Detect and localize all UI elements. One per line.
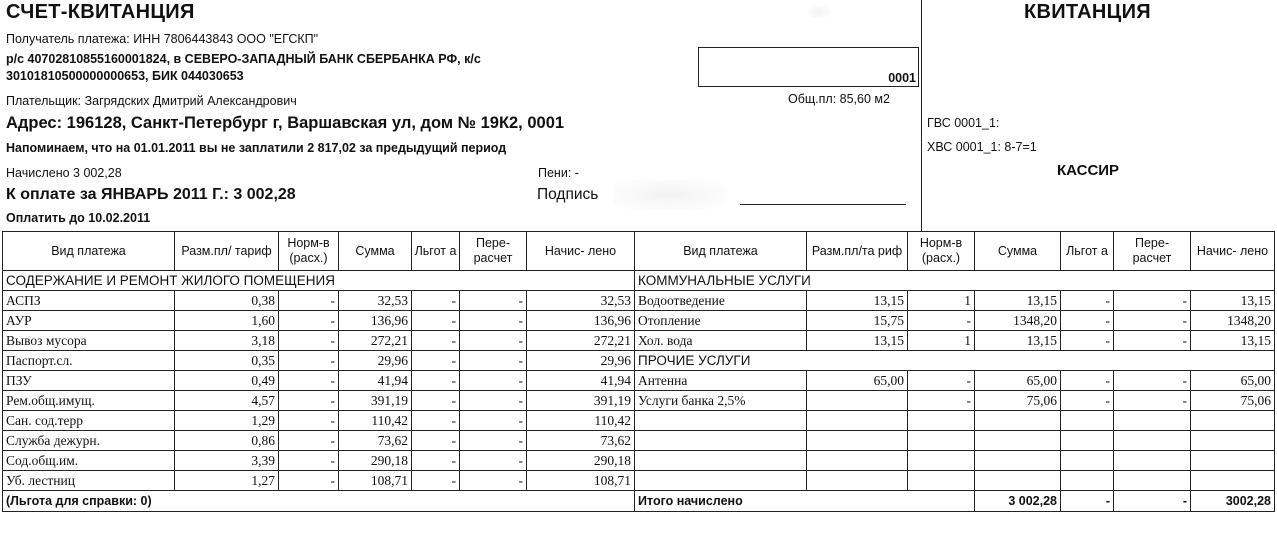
cell-benefit: - <box>1061 371 1114 391</box>
cell-rate: 3,18 <box>175 331 279 351</box>
cell-norm: - <box>279 471 339 491</box>
cell-accrued: 75,06 <box>1191 391 1275 411</box>
header-cell: Пере- расчет <box>460 232 527 271</box>
cell-rate: 13,15 <box>807 291 908 311</box>
total-area: Общ.пл: 85,60 м2 <box>788 92 890 106</box>
header-cell: Сумма <box>339 232 412 271</box>
penalty-amount: Пени: - <box>538 166 579 180</box>
cell-recalc: - <box>460 451 527 471</box>
cell-rate: 0,35 <box>175 351 279 371</box>
empty-cell <box>908 411 975 431</box>
cell-norm: - <box>279 431 339 451</box>
table-row <box>3 331 1275 351</box>
cashier-label: КАССИР <box>1057 162 1120 179</box>
table-row <box>3 351 1275 371</box>
cell-recalc: - <box>460 351 527 371</box>
header-cell: Льгот а <box>412 232 460 271</box>
cell-norm: 1 <box>908 291 975 311</box>
cell-recalc: - <box>1114 391 1191 411</box>
cell-norm: - <box>279 411 339 431</box>
cell-name: Служба дежурн. <box>3 431 175 451</box>
cell-name: АСПЗ <box>3 291 175 311</box>
header-cell: Начис- лено <box>1191 232 1275 271</box>
section-row <box>3 271 1275 291</box>
cell-name: Сод.общ.им. <box>3 451 175 471</box>
account-box <box>698 47 919 87</box>
cell-name: Водоотведение <box>635 291 807 311</box>
empty-cell <box>908 431 975 451</box>
total-label: Итого начислено <box>635 491 975 512</box>
total-accrued: 3002,28 <box>1191 491 1275 512</box>
cell-rate: 65,00 <box>807 371 908 391</box>
cell-rate: 4,57 <box>175 391 279 411</box>
empty-cell <box>1191 451 1275 471</box>
cell-norm: - <box>908 371 975 391</box>
cell-benefit: - <box>412 291 460 311</box>
signature-blur <box>613 180 725 210</box>
empty-cell <box>635 451 807 471</box>
cell-name: Паспорт.сл. <box>3 351 175 371</box>
cell-accrued: 13,15 <box>1191 331 1275 351</box>
cell-benefit: - <box>412 351 460 371</box>
cell-name: АУР <box>3 311 175 331</box>
cell-accrued: 272,21 <box>527 331 635 351</box>
recipient-line: Получатель платежа: ИНН 7806443843 ООО "ЕГСКП" <box>6 32 319 46</box>
empty-cell <box>635 431 807 451</box>
cell-sum: 391,19 <box>339 391 412 411</box>
cell-sum: 13,15 <box>975 291 1061 311</box>
empty-cell <box>975 471 1061 491</box>
cell-recalc: - <box>460 471 527 491</box>
cell-recalc: - <box>460 371 527 391</box>
cell-benefit: - <box>1061 291 1114 311</box>
cell-accrued: 108,71 <box>527 471 635 491</box>
cell-accrued: 13,15 <box>1191 291 1275 311</box>
cell-norm: - <box>908 391 975 411</box>
cell-accrued: 65,00 <box>1191 371 1275 391</box>
cell-norm: - <box>279 331 339 351</box>
account-number: 0001 <box>888 71 916 85</box>
cell-accrued: 73,62 <box>527 431 635 451</box>
table-header-row <box>3 232 1275 271</box>
total-recalc: - <box>1114 491 1191 512</box>
empty-cell <box>975 451 1061 471</box>
cell-benefit: - <box>412 331 460 351</box>
address-line: Адрес: 196128, Санкт-Петербург г, Варшавская ул, дом № 19К2, 0001 <box>6 114 565 132</box>
cell-accrued: 110,42 <box>527 411 635 431</box>
empty-cell <box>1114 411 1191 431</box>
empty-cell <box>1191 411 1275 431</box>
cell-name: Услуги банка 2,5% <box>635 391 807 411</box>
header-cell: Начис- лено <box>527 232 635 271</box>
empty-cell <box>1061 431 1114 451</box>
cell-norm: - <box>279 451 339 471</box>
section-divider <box>921 0 922 232</box>
cell-sum: 108,71 <box>339 471 412 491</box>
signature-line <box>740 204 906 205</box>
cell-name: Сан. сод.терр <box>3 411 175 431</box>
empty-cell <box>975 411 1061 431</box>
cell-recalc: - <box>460 311 527 331</box>
hot-water-meter: ГВС 0001_1: <box>927 116 1000 130</box>
empty-cell <box>807 431 908 451</box>
signature-label: Подпись <box>537 186 599 203</box>
accrued-amount: Начислено 3 002,28 <box>6 166 122 180</box>
benefit-note: (Льгота для справки: 0) <box>3 491 635 512</box>
cell-benefit: - <box>412 391 460 411</box>
cell-benefit: - <box>412 451 460 471</box>
cell-benefit: - <box>412 411 460 431</box>
cell-sum: 41,94 <box>339 371 412 391</box>
cell-name: Отопление <box>635 311 807 331</box>
header-cell: Пере- расчет <box>1114 232 1191 271</box>
amount-to-pay: К оплате за ЯНВАРЬ 2011 Г.: 3 002,28 <box>6 186 296 203</box>
total-benefit: - <box>1061 491 1114 512</box>
cell-rate: 3,39 <box>175 451 279 471</box>
section-communal: КОММУНАЛЬНЫЕ УСЛУГИ <box>635 271 1275 291</box>
header-cell: Разм.пл/та риф <box>807 232 908 271</box>
empty-cell <box>1191 471 1275 491</box>
cell-norm: - <box>279 391 339 411</box>
charges-table <box>2 231 1275 512</box>
cell-sum: 32,53 <box>339 291 412 311</box>
empty-cell <box>1061 451 1114 471</box>
header-cell: Разм.пл/ тариф <box>175 232 279 271</box>
empty-cell <box>807 451 908 471</box>
totals-row <box>3 491 1275 512</box>
cell-sum: 110,42 <box>339 411 412 431</box>
header-cell: Льгот а <box>1061 232 1114 271</box>
table-row <box>3 291 1275 311</box>
cell-sum: 75,06 <box>975 391 1061 411</box>
empty-cell <box>635 471 807 491</box>
invoice-title: СЧЕТ-КВИТАНЦИЯ <box>6 1 195 23</box>
empty-cell <box>1114 431 1191 451</box>
cell-norm: - <box>279 311 339 331</box>
cell-rate: 0,86 <box>175 431 279 451</box>
cell-rate: 1,27 <box>175 471 279 491</box>
empty-cell <box>1114 451 1191 471</box>
cell-recalc: - <box>1114 311 1191 331</box>
cell-benefit: - <box>412 311 460 331</box>
cell-accrued: 290,18 <box>527 451 635 471</box>
cell-accrued: 391,19 <box>527 391 635 411</box>
cell-name: Хол. вода <box>635 331 807 351</box>
cell-name: Вывоз мусора <box>3 331 175 351</box>
header-cell: Вид платежа <box>3 232 175 271</box>
cell-rate <box>807 391 908 411</box>
cell-accrued: 29,96 <box>527 351 635 371</box>
table-row <box>3 471 1275 491</box>
cell-recalc: - <box>460 431 527 451</box>
table-row <box>3 371 1275 391</box>
debt-reminder: Напоминаем, что на 01.01.2011 вы не заплатили 2 817,02 за предыдущий период <box>6 141 507 155</box>
cell-name: Антенна <box>635 371 807 391</box>
scan-speck <box>808 6 830 18</box>
cell-sum: 136,96 <box>339 311 412 331</box>
cell-benefit: - <box>412 431 460 451</box>
empty-cell <box>1061 411 1114 431</box>
cell-name: Уб. лестниц <box>3 471 175 491</box>
empty-cell <box>1114 471 1191 491</box>
cell-recalc: - <box>460 411 527 431</box>
table-row <box>3 431 1275 451</box>
receipt-title: КВИТАНЦИЯ <box>1024 1 1151 23</box>
cell-name: Рем.общ.имущ. <box>3 391 175 411</box>
cell-recalc: - <box>1114 371 1191 391</box>
header-cell: Норм-в (расх.) <box>908 232 975 271</box>
empty-cell <box>635 411 807 431</box>
cell-norm: - <box>279 371 339 391</box>
cell-recalc: - <box>1114 331 1191 351</box>
section-other: ПРОЧИЕ УСЛУГИ <box>635 351 1275 371</box>
section-maintenance: СОДЕРЖАНИЕ И РЕМОНТ ЖИЛОГО ПОМЕЩЕНИЯ <box>3 271 635 291</box>
due-date: Оплатить до 10.02.2011 <box>6 211 151 225</box>
cell-accrued: 32,53 <box>527 291 635 311</box>
payer-line: Плательщик: Загрядских Дмитрий Александрович <box>6 94 297 108</box>
empty-cell <box>1061 471 1114 491</box>
cell-norm: 1 <box>908 331 975 351</box>
cell-recalc: - <box>1114 291 1191 311</box>
cell-benefit: - <box>1061 331 1114 351</box>
table-row <box>3 391 1275 411</box>
cell-norm: - <box>279 291 339 311</box>
cell-sum: 13,15 <box>975 331 1061 351</box>
cell-recalc: - <box>460 331 527 351</box>
header-cell: Сумма <box>975 232 1061 271</box>
header-cell: Вид платежа <box>635 232 807 271</box>
cell-benefit: - <box>412 371 460 391</box>
cell-sum: 272,21 <box>339 331 412 351</box>
empty-cell <box>975 431 1061 451</box>
cell-norm: - <box>279 351 339 371</box>
cell-accrued: 136,96 <box>527 311 635 331</box>
bank-details-line1: р/с 40702810855160001824, в СЕВЕРО-ЗАПАДНЫЙ БАНК СБЕРБАНКА РФ, к/с <box>6 52 481 66</box>
empty-cell <box>807 411 908 431</box>
cell-accrued: 1348,20 <box>1191 311 1275 331</box>
cell-rate: 15,75 <box>807 311 908 331</box>
bank-details-line2: 30101810500000000653, БИК 044030653 <box>6 69 244 83</box>
cell-benefit: - <box>412 471 460 491</box>
cell-sum: 1348,20 <box>975 311 1061 331</box>
empty-cell <box>908 451 975 471</box>
empty-cell <box>807 471 908 491</box>
cold-water-meter: ХВС 0001_1: 8-7=1 <box>927 140 1037 154</box>
cell-benefit: - <box>1061 311 1114 331</box>
cell-rate: 0,49 <box>175 371 279 391</box>
cell-sum: 290,18 <box>339 451 412 471</box>
empty-cell <box>908 471 975 491</box>
cell-accrued: 41,94 <box>527 371 635 391</box>
cell-sum: 73,62 <box>339 431 412 451</box>
empty-cell <box>1191 431 1275 451</box>
cell-rate: 1,29 <box>175 411 279 431</box>
table-row <box>3 311 1275 331</box>
cell-benefit: - <box>1061 391 1114 411</box>
table-row <box>3 411 1275 431</box>
table-row <box>3 451 1275 471</box>
header-cell: Норм-в (расх.) <box>279 232 339 271</box>
cell-recalc: - <box>460 391 527 411</box>
total-sum: 3 002,28 <box>975 491 1061 512</box>
cell-name: ПЗУ <box>3 371 175 391</box>
cell-rate: 0,38 <box>175 291 279 311</box>
cell-norm: - <box>908 311 975 331</box>
cell-rate: 1,60 <box>175 311 279 331</box>
cell-sum: 29,96 <box>339 351 412 371</box>
cell-sum: 65,00 <box>975 371 1061 391</box>
cell-rate: 13,15 <box>807 331 908 351</box>
cell-recalc: - <box>460 291 527 311</box>
